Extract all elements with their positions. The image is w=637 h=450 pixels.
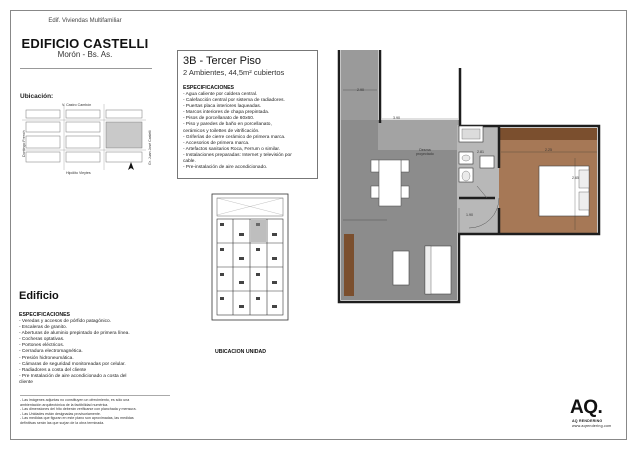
list-item: - Presión hidroneumática. <box>19 355 74 361</box>
note-item: - Las Unidades están designadas provisoriamente. <box>20 411 101 416</box>
building-spec-list <box>19 319 179 386</box>
key-plan-caption: UBICACION UNIDAD <box>215 349 267 355</box>
list-item: - Cerradura electromagnética. <box>19 349 83 355</box>
building-spec-heading: ESPECIFICACIONES <box>19 312 71 318</box>
unit-spec-heading: ESPECIFICACIONES <box>183 85 235 91</box>
location-map <box>18 100 158 178</box>
building-heading: Edificio <box>19 290 59 302</box>
north-arrow-icon <box>126 158 136 176</box>
list-item: - Escaleras de granito. <box>19 325 67 331</box>
dim-label: 2.65 <box>572 176 579 180</box>
dim-label: 3.90 <box>393 116 400 120</box>
list-item: - Aberturas de aluminio prepintado de primera línea. <box>19 331 130 337</box>
list-item: - Calefacción central por sistema de radiadores. <box>183 98 285 104</box>
unit-floor-plan <box>335 48 605 311</box>
divider <box>20 395 170 396</box>
list-item: cerámicos y toilettes de vitrificación. <box>183 128 260 134</box>
note-item: definitivas serán las que surjan de la obra terminada. <box>20 420 105 425</box>
note-item: ambientación arquitectónica de la factibilidad numérica. <box>20 402 109 407</box>
divider <box>20 68 152 69</box>
list-item: - Cámaras de seguridad monitoreadas por celular. <box>19 361 126 367</box>
list-item: cable. <box>183 159 196 165</box>
list-item: - Marcos interiores de chapa prepintada. <box>183 110 270 116</box>
list-item: - Pre Instalación de aire acondicionado a costa del <box>19 373 127 379</box>
list-item: - Pre-instalación de aire acondicionado. <box>183 165 268 171</box>
unit-title: 3B - Tercer Piso <box>183 55 262 67</box>
list-item: - Instalaciones preparadas: Internet y televisión por <box>183 152 292 158</box>
list-item: cliente <box>19 379 33 385</box>
key-plan <box>211 193 289 326</box>
list-item: - Pisos de porcellanato de 60x60. <box>183 116 255 122</box>
list-item: - Cocheras optativas. <box>19 337 65 343</box>
list-item: - Accesorios de primera marca. <box>183 140 250 146</box>
city: Morón - Bs. As. <box>57 50 113 59</box>
notes-list <box>20 398 180 426</box>
unit-spec-list <box>183 92 315 171</box>
building-name: EDIFICIO CASTELLI <box>21 36 149 51</box>
dim-label: 1.90 <box>466 213 473 217</box>
list-item: - Portones eléctricos. <box>19 343 65 349</box>
project-type: Edif. Viviendas Multifamiliar <box>48 18 122 24</box>
logo-name: AQ RENDERING <box>572 419 603 423</box>
list-item: - Piso y paredes de baño en porcellanato, <box>183 122 272 128</box>
note-item: - Las imágenes adjuntas no constituyen un ofrecimiento, es sólo una <box>20 398 130 402</box>
list-item: - Puertas placa interiores laqueadas. <box>183 104 262 110</box>
street-bottom: Hipólito Vieytes <box>66 171 91 175</box>
street-right: Gr. Juan José Castelli <box>148 130 152 165</box>
room-label: Desma proyectado <box>416 148 434 156</box>
street-top: V. Castro Cambón <box>62 103 92 107</box>
list-item: - Agua caliente por caldera central. <box>183 92 258 97</box>
street-left: Domingo French <box>22 130 26 157</box>
list-item: - Griferías de cierre cerámico de primera marca. <box>183 134 286 140</box>
note-item: - Las medidas que figuran en este plano son aproximadas, las medidas <box>20 416 134 421</box>
unit-subtitle: 2 Ambientes, 44,5m² cubiertos <box>183 68 285 77</box>
note-item: - Las dimensiones del hito deberán verificarse con planchada y mensura. <box>20 407 137 412</box>
dim-label: 2.81 <box>477 150 484 154</box>
logo-url: www.aqrendering.com <box>572 424 612 428</box>
list-item: - Veredas y accesos de pórfido patagónico. <box>19 319 111 324</box>
dim-label: 2.25 <box>545 148 552 152</box>
list-item: - Artefactos sanitarios Roca, Ferrum o similar. <box>183 146 281 152</box>
list-item: - Radiadores a costa del cliente <box>19 367 87 373</box>
logo-mark: AQ. <box>570 397 603 418</box>
dim-label: 2.90 <box>357 88 364 92</box>
location-heading: Ubicación: <box>20 93 54 100</box>
